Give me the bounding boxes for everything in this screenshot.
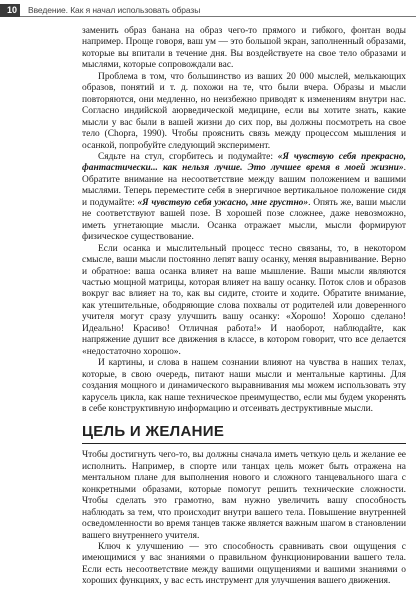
paragraph-2: Проблема в том, что большинство из ваших 20 000 мыслей, мелькающих образов, понятий и т. д. похожи на те, что были вчера. Образы и мысли повторяются, они медленно, но неизбежно приводят к изменениям внутри нас. Согласно индийской аюрведической медицине, если вы хотите знать, какие мысли у вас были в вашей жизни до сих пор, вы должны посмотреть на свое тело (Chopra, 1990). Чтобы прояснить связь между процессом мышления и осанкой, попробуйте следующий эксперимент. [82,71,406,151]
running-title: Введение. Как я начал использовать образы [28,5,201,15]
page-header [0,0,416,22]
paragraph-5: И картины, и слова в нашем сознании влияют на чувства в наших телах, которые, в свою очередь, питают наши мысли и ментальные картины. Для создания мощного и динамического выравнивания мы можем использовать эту карусель цикла, как наше техническое преимущество, если мы будем укоренять в себе конструктивную информацию и отсеивать деструктивные мысли. [82,358,406,414]
paragraph-3-text-a: Сядьте на стул, сгорбитесь и подумайте: [98,151,278,162]
header-rule [20,16,416,17]
paragraph-4: Если осанка и мыслительный процесс тесно связаны, то, в некотором смысле, ваши мысли постоянно лепят вашу осанку, меняя выравнивание. Верно и обратное: ваша осанка влияет на ваше мышление. Ваши мысли являются частью мощной матрицы, которая влияет на вашу осанку. Поток слов и образов вокруг вас влияет на то, как вы сидите, стоите и ходите. Обратите внимание, как утешительные, ободряющие слова похвалы от родителей или доверенного учителя могут сразу улучшить вашу осанку: «Хорошо! Хорошо сделано! Идеально! Красиво! Отличная работа!» И наоборот, наблюдайте, как напряжение душит все движения в классе, в котором говорит, что все делается «недостаточно хорошо». [82,243,406,357]
affirmation-negative: «Я чувствую себя ужасно, мне грустно» [137,197,309,208]
page-body [82,26,406,588]
affirmation-positive: «Я чувствую себя прекрасно, фантастически... как нельзя лучше. Это лучшее время в моей жизни» [82,151,406,174]
paragraph-7: Ключ к улучшению — это способность сравнивать свои ощущения с имеющимися у вас знаниями о правильном функционировании вашего тела. Если есть несоответствие между вашими ощущениями и вашими знаниями о хороших функциях, у вас есть инструмент для улучшения вашего движения. [82,542,406,587]
paragraph-6: Чтобы достигнуть чего-то, вы должны сначала иметь четкую цель и желание ее исполнить. Например, в спорте или танцах цель может быть отражена на ментальном плане для выполнения нового и сложного танцевального шага с конкретными образами, которые помогут решить технические сложности. Чтобы сделать это грамотно, вам нужно увеличить вашу способность наблюдать за тем, что происходит внутри вашего тела. Повышение внутренней осведомленности во время танцев также является важным шагом в становлении вашего внутреннего учителя. [82,450,406,541]
paragraph-3 [82,152,406,244]
page-number: 10 [0,4,20,17]
paragraph-3-text-b: . Обратите внимание на несоответствие между вашим положением и вашими мыслями. Теперь переместите себя в энергичное вертикальное положение сидя и подумайте: [82,163,406,208]
paragraph-1: заменить образ банана на образ чего-то прямого и гибкого, фонтан воды например. Проще говоря, ваш ум — это большой экран, заполненный образами, которые вы впитали в течение дня. Вы воздействуете на свое тело образами и мыслями, которые сопровождали вас. [82,26,406,71]
paragraph-3-text-c: . Опять же, ваши мысли не соответствуют вашей позе. В хорошей позе сложнее, даже невозможно, иметь угнетающие мысли. Осанка отражает мысли, мысли формируют физическое существование. [82,197,406,243]
section-heading: ЦЕЛЬ И ЖЕЛАНИЕ [82,423,406,444]
